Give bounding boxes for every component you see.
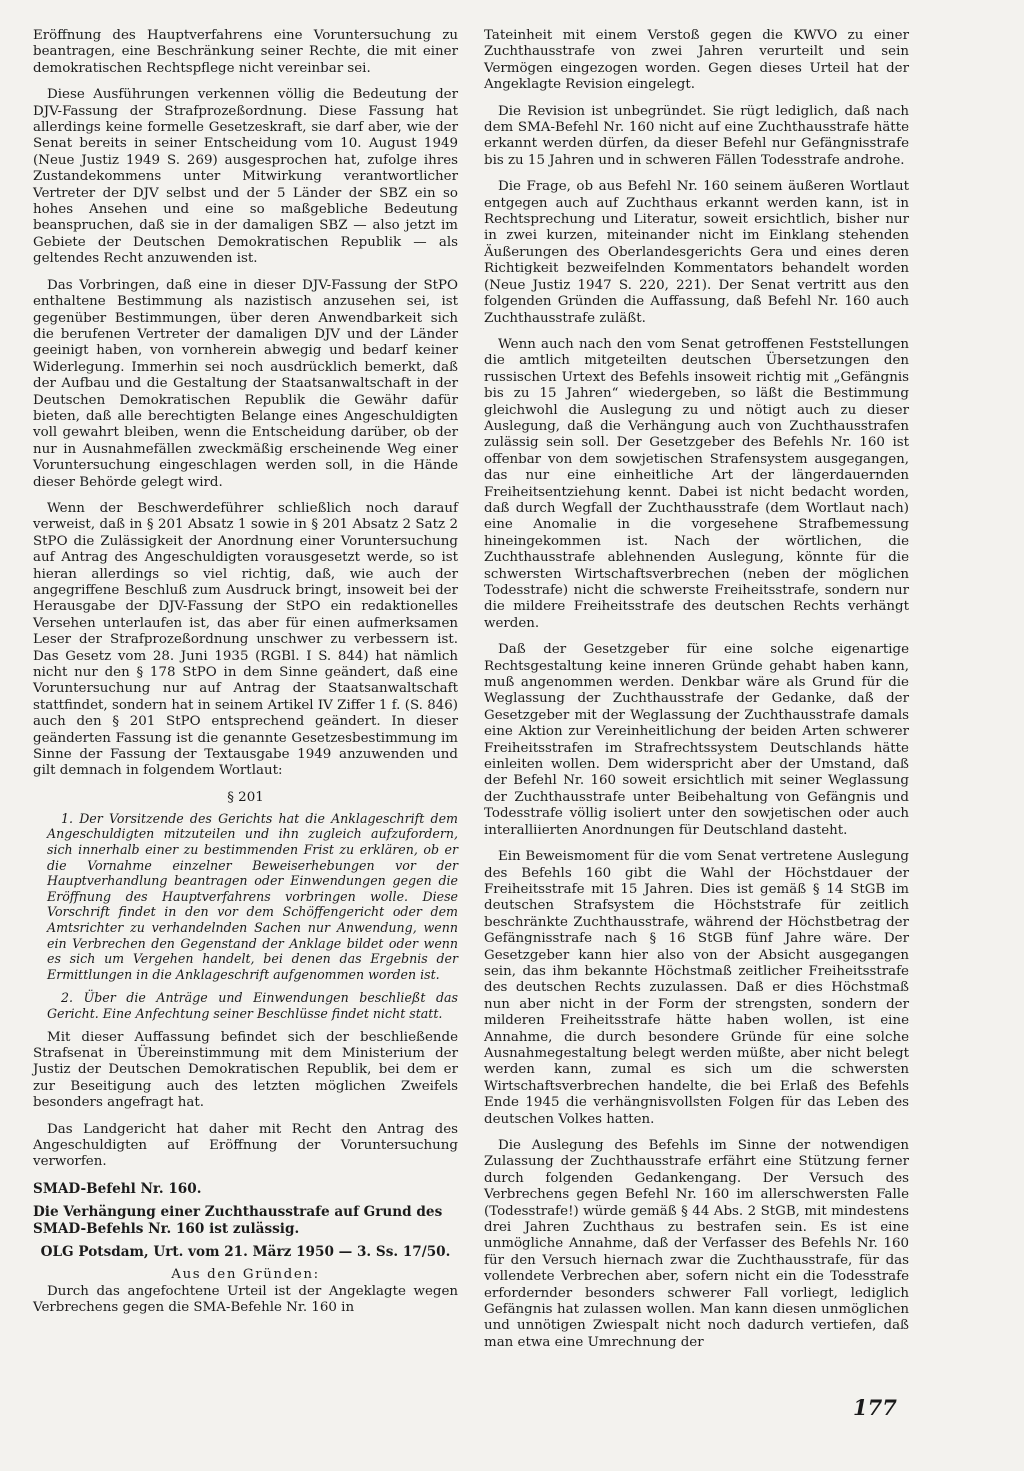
paragraph: Wenn auch nach den vom Senat getroffenen Feststellungen die amtlich mitgeteilten deutschen Übersetzungen den russischen Urtext des Befehls insoweit richtig mit „Gefängnis bis zu 15 Jahren“ wiedergeben, so läßt die Bestimmung gleichwohl die Auslegung zu und nötigt auch zu dieser Auslegung, daß die Verhängung auch von Zuchthausstrafen zulässig sein soll. Der Gesetzgeber des Befehls Nr. 160 ist offenbar von dem sowjetischen Strafensystem ausgegangen, das nur eine einheitliche Art der längerdauernden Freiheitsentziehung kennt. Dabei ist nicht bedacht worden, daß durch Wegfall der Zuchthausstrafe (dem Wortlaut nach) eine Anomalie in die vorgesehene Strafbemessung hineingekommen ist. Nach der wörtlichen, die Zuchthausstrafe ablehnenden Auslegung, könnte für die schwersten Wirtschaftsverbrechen (neben der möglichen Todesstrafe) nicht die schwerste Freiheitsstrafe, sondern nur die mildere Freiheitsstrafe des deutschen Rechts verhängt werden. bbox=[484, 336, 909, 631]
paragraph: Durch das angefochtene Urteil ist der Angeklagte wegen Verbrechens gegen die SMA-Befehle Nr. 160 in bbox=[33, 1283, 458, 1316]
paragraph: Wenn der Beschwerdeführer schließlich noch darauf verweist, daß in § 201 Absatz 1 sowie in § 201 Absatz 2 Satz 2 StPO die Zulässigkeit der Anordnung einer Voruntersuchung auf Antrag des Angeschuldigten vorausgesetzt werde, so ist hieran allerdings so viel richtig, daß, wie auch der angegriffene Beschluß zum Ausdruck bringt, insoweit bei der Herausgabe der DJV-Fassung der StPO ein redaktionelles Versehen unterlaufen ist, das aber für einen aufmerksamen Leser der Strafprozeßordnung unschwer zu verbessern ist. Das Gesetz vom 28. Juni 1935 (RGBl. I S. 844) hat nämlich nicht nur den § 178 StPO in dem Sinne geändert, daß eine Voruntersuchung nur auf Antrag der Staatsanwaltschaft stattfindet, sondern hat in seinem Artikel IV Ziffer 1 f. (S. 846) auch den § 201 StPO entsprechend geändert. In dieser geänderten Fassung ist die genannte Gesetzesbestimmung im Sinne der Fassung der Textausgabe 1949 anzuwenden und gilt demnach in folgendem Wortlaut: bbox=[33, 500, 458, 779]
case-heading: SMAD-Befehl Nr. 160. bbox=[33, 1180, 202, 1197]
right-column bbox=[484, 28, 909, 1361]
paragraph: Das Vorbringen, daß eine in dieser DJV-Fassung der StPO enthaltene Bestimmung als nazistisch anzusehen sei, ist gegenüber Bestimmungen, über deren Anwendbarkeit sich die berufenen Vertreter der damaligen DJV und der Länder geeinigt haben, von vornherein abwegig und bedarf keiner Widerlegung. Immerhin sei noch ausdrücklich bemerkt, daß der Aufbau und die Gestaltung der Staatsanwaltschaft in der Deutschen Demokratischen Republik die Gewähr dafür bieten, daß alle berechtigten Belange eines Angeschuldigten voll gewahrt bleiben, wenn die Entscheidung darüber, ob der nur in Ausnahmefällen zweckmäßig erscheinende Weg einer Voruntersuchung eingeschlagen werden soll, in die Hände dieser Behörde gelegt wird. bbox=[33, 277, 458, 490]
case-citation: OLG Potsdam, Urt. vom 21. März 1950 — 3. Ss. 17/50. bbox=[40, 1243, 451, 1260]
section-heading: § 201 bbox=[227, 789, 264, 805]
paragraph: Die Frage, ob aus Befehl Nr. 160 seinem äußeren Wortlaut entgegen auch auf Zuchthaus erkannt werden kann, ist in Rechtsprechung und Literatur, soweit ersichtlich, bisher nur in zwei kurzen, miteinander nicht im Einklang stehenden Äußerungen des Oberlandesgerichts Gera und eines deren Richtigkeit bezweifelnden Kommentators behandelt worden (Neue Justiz 1947 S. 220, 221). Der Senat vertritt aus den folgenden Gründen die Auffassung, daß Befehl Nr. 160 auch Zuchthausstrafe zuläßt. bbox=[484, 179, 909, 326]
paragraph: Die Auslegung des Befehls im Sinne der notwendigen Zulassung der Zuchthausstrafe erfährt eine Stützung ferner durch folgenden Gedankengang. Der Versuch des Verbrechens gegen Befehl Nr. 160 im allerschwersten Falle (Todesstrafe!) würde gemäß § 44 Abs. 2 StGB, mit mindestens drei Jahren Zuchthaus zu bestrafen sein. Es ist eine unmögliche Annahme, daß der Verfasser des Befehls Nr. 160 für den Versuch hiernach zwar die Zuchthausstrafe, für das vollendete Verbrechen aber, sofern nicht ein die Todesstrafe erfordernder besonders schwerer Fall vorliegt, lediglich Gefängnis hat zulassen wollen. Man kann diesen unmöglichen und unnötigen Zwiespalt nicht noch dadurch vertiefen, daß man etwa eine Umrechnung der bbox=[484, 1138, 909, 1350]
paragraph: Eröffnung des Hauptverfahrens eine Voruntersuchung zu beantragen, eine Beschränkung seiner Rechte, die mit einer demokratischen Rechtspflege nicht vereinbar sei. bbox=[33, 28, 458, 76]
paragraph: Daß der Gesetzgeber für eine solche eigenartige Rechtsgestaltung keine inneren Gründe gehabt haben kann, muß angenommen werden. Denkbar wäre als Grund für die Weglassung der Zuchthausstrafe der Gedanke, daß der Gesetzgeber mit der Weglassung der Zuchthausstrafe damals eine Aktion zur Vereinheitlichung der beiden Arten schwerer Freiheitsstrafen im Strafrechtssystem Deutschlands hätte einleiten wollen. Dem widerspricht aber der Umstand, daß der Befehl Nr. 160 soweit ersichtlich mit seiner Weglassung der Zuchthausstrafe unter Beibehaltung von Gefängnis und Todesstrafe völlig isoliert unter den sowjetischen oder auch interalliierten Anordnungen für Deutschland dasteht. bbox=[484, 642, 909, 838]
grounds-heading: Aus den Gründen: bbox=[171, 1266, 320, 1282]
paragraph: Diese Ausführungen verkennen völlig die Bedeutung der DJV-Fassung der Strafprozeßordnung. Diese Fassung hat allerdings keine formelle Gesetzeskraft, sie darf aber, wie der Senat bereits in seiner Entscheidung vom 10. August 1949 (Neue Justiz 1949 S. 269) ausgesprochen hat, zufolge ihres Zustandekommens unter Mitwirkung verantwortlicher Vertreter der DJV selbst und der 5 Länder der SBZ ein so hohes Ansehen und eine so maßgebliche Bedeutung beanspruchen, daß sie in der damaligen SBZ — also jetzt im Gebiete der Deutschen Demokratischen Republik — als geltendes Recht anzuwenden ist. bbox=[33, 87, 458, 267]
paragraph: Die Revision ist unbegründet. Sie rügt lediglich, daß nach dem SMA-Befehl Nr. 160 nicht auf eine Zuchthausstrafe hätte erkannt werden dürfen, da dieser Befehl nur Gefängnisstrafe bis zu 15 Jahren und in schweren Fällen Todesstrafe androhe. bbox=[484, 103, 909, 168]
case-headnote: Die Verhängung einer Zuchthausstrafe auf Grund des SMAD-Befehls Nr. 160 ist zulässig. bbox=[33, 1203, 443, 1237]
law-quote: 2. Über die Anträge und Einwendungen beschließt das Gericht. Eine Anfechtung seiner Beschlüsse findet nicht statt. bbox=[47, 990, 458, 1021]
law-quote: 1. Der Vorsitzende des Gerichts hat die Anklageschrift dem Angeschuldigten mitzuteilen und ihn zugleich aufzufordern, sich innerhalb einer zu bestimmenden Frist zu erklären, ob er die Vornahme einzelner Beweiserhebungen vor der Hauptverhandlung beantragen oder Einwendungen gegen die Eröffnung des Hauptverfahrens vorbringen wolle. Diese Vorschrift findet in den vor dem Schöffengericht oder dem Amtsrichter zu verhandelnden Sachen nur Anwendung, wenn ein Verbrechen den Gegenstand der Anklage bildet oder wenn es sich um Vergehen handelt, bei denen das Ergebnis der Ermittlungen in die Anklageschrift aufgenommen worden ist. bbox=[47, 810, 458, 982]
page-number: 177 bbox=[853, 1395, 897, 1420]
paragraph: Mit dieser Auffassung befindet sich der beschließende Strafsenat in Übereinstimmung mit dem Ministerium der Justiz der Deutschen Demokratischen Republik, bei dem er zur Beseitigung auch des letzten möglichen Zweifels besonders angefragt hat. bbox=[33, 1029, 458, 1111]
paragraph: Tateinheit mit einem Verstoß gegen die KWVO zu einer Zuchthausstrafe von zwei Jahren verurteilt und sein Vermögen eingezogen worden. Gegen dieses Urteil hat der Angeklagte Revision eingelegt. bbox=[484, 28, 909, 93]
paragraph: Ein Beweismoment für die vom Senat vertretene Auslegung des Befehls 160 gibt die Wahl der Höchstdauer der Freiheitsstrafe mit 15 Jahren. Dies ist gemäß § 14 StGB im deutschen Strafsystem die Höchststrafe für zeitlich beschränkte Zuchthausstrafe, während der Höchstbetrag der Gefängnisstrafe nach § 16 StGB fünf Jahre wäre. Der Gesetzgeber kann hier also von der Absicht ausgegangen sein, das ihm bekannte Höchstmaß zeitlicher Freiheitsstrafe des deutschen Rechts zuzulassen. Daß er dies Höchstmaß nun aber nicht in der Form der strengsten, sondern der milderen Freiheitsstrafe hätte haben wollen, ist eine Annahme, die durch besondere Gründe für eine solche Ausnahmegestaltung belegt werden müßte, aber nicht belegt werden kann, zumal es sich um die schwersten Wirtschaftsverbrechen handelte, die bei Erlaß des Befehls Ende 1945 die verhängnisvollsten Folgen für das Leben des deutschen Volkes hatten. bbox=[484, 849, 909, 1127]
paragraph: Das Landgericht hat daher mit Recht den Antrag des Angeschuldigten auf Eröffnung der Voruntersuchung verworfen. bbox=[33, 1121, 458, 1170]
left-column bbox=[33, 28, 458, 1327]
